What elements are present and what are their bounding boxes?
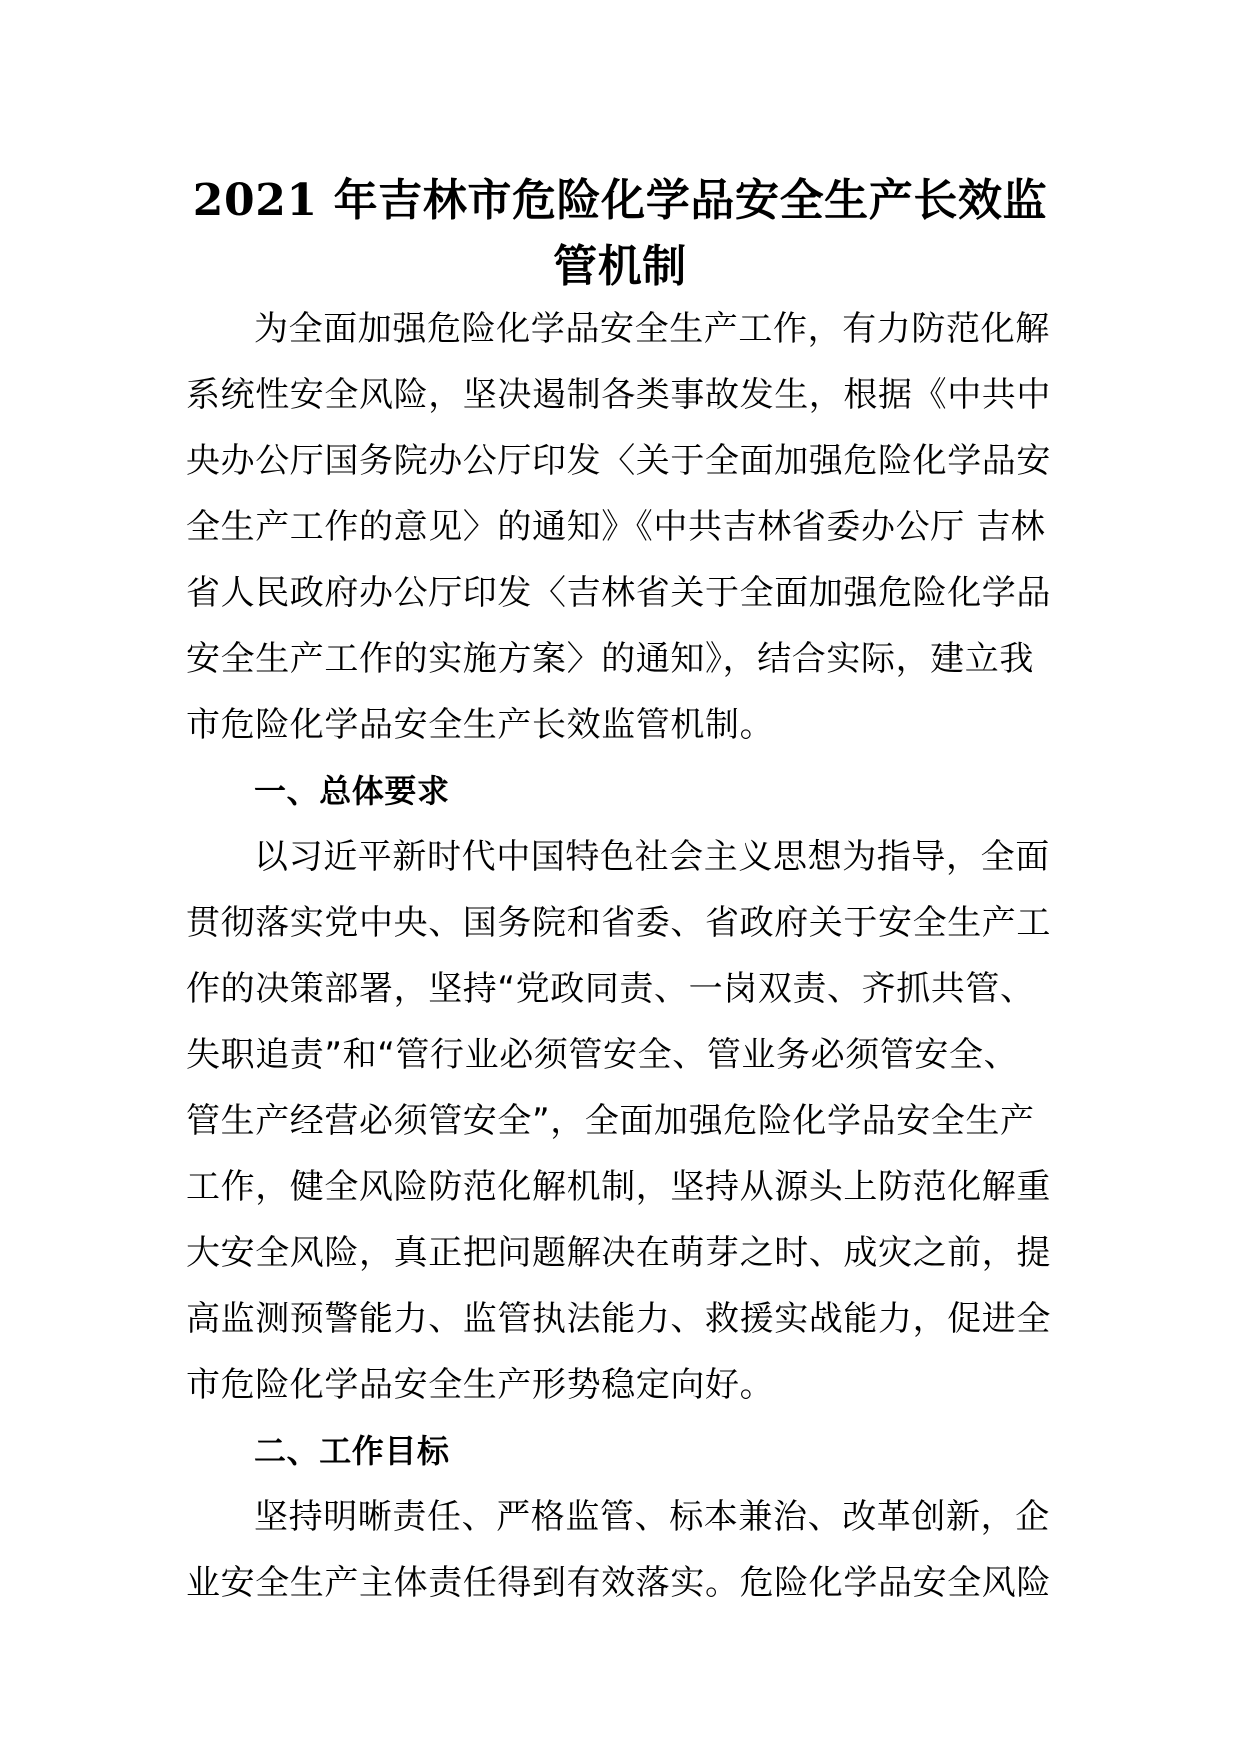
paragraph-line: 市危险化学品安全生产形势稳定向好。: [186, 1365, 775, 1405]
paragraph-line: 安全生产工作的实施方案〉的通知》，结合实际，建立我: [186, 639, 1034, 679]
document-body: [186, 296, 1054, 1616]
title-line-1: 2021 年吉林市危险化学品安全生产长效监: [192, 175, 1048, 226]
paragraph-line: 高监测预警能力、监管执法能力、救援实战能力，促进全: [186, 1299, 1051, 1339]
paragraph-line: 全生产工作的意见〉的通知》《中共吉林省委办公厅 吉林: [186, 507, 1046, 547]
paragraph-line: 作的决策部署，坚持“党政同责、一岗双责、齐抓共管、: [186, 969, 1035, 1009]
section-heading: 一、总体要求: [254, 772, 450, 810]
section-heading: 二、工作目标: [254, 1432, 450, 1470]
paragraph-line: 工作，健全风险防范化解机制，坚持从源头上防范化解重: [186, 1167, 1051, 1207]
document-title: [150, 168, 1090, 300]
paragraph-line: 贯彻落实党中央、国务院和省委、省政府关于安全生产工: [186, 903, 1051, 943]
paragraph-line: 大安全风险，真正把问题解决在萌芽之时、成灾之前，提: [186, 1233, 1051, 1273]
paragraph-line: 坚持明晰责任、严格监管、标本兼治、改革创新，企: [254, 1497, 1050, 1537]
paragraph-line: 失职追责”和“管行业必须管安全、管业务必须管安全、: [186, 1035, 1019, 1075]
paragraph-line: 央办公厅国务院办公厅印发〈关于全面加强危险化学品安: [186, 441, 1051, 481]
paragraph-line: 市危险化学品安全生产长效监管机制。: [186, 705, 775, 745]
paragraph-line: 系统性安全风险，坚决遏制各类事故发生，根据《中共中: [186, 375, 1051, 415]
paragraph-line: 省人民政府办公厅印发〈吉林省关于全面加强危险化学品: [186, 573, 1051, 613]
paragraph-line: 以习近平新时代中国特色社会主义思想为指导，全面: [254, 837, 1050, 877]
paragraph-line: 管生产经营必须管安全”，全面加强危险化学品安全生产: [186, 1101, 1035, 1141]
paragraph-line: 业安全生产主体责任得到有效落实。危险化学品安全风险: [186, 1563, 1051, 1603]
paragraph-line: 为全面加强危险化学品安全生产工作，有力防范化解: [254, 309, 1050, 349]
title-line-2: 管机制: [553, 241, 687, 292]
